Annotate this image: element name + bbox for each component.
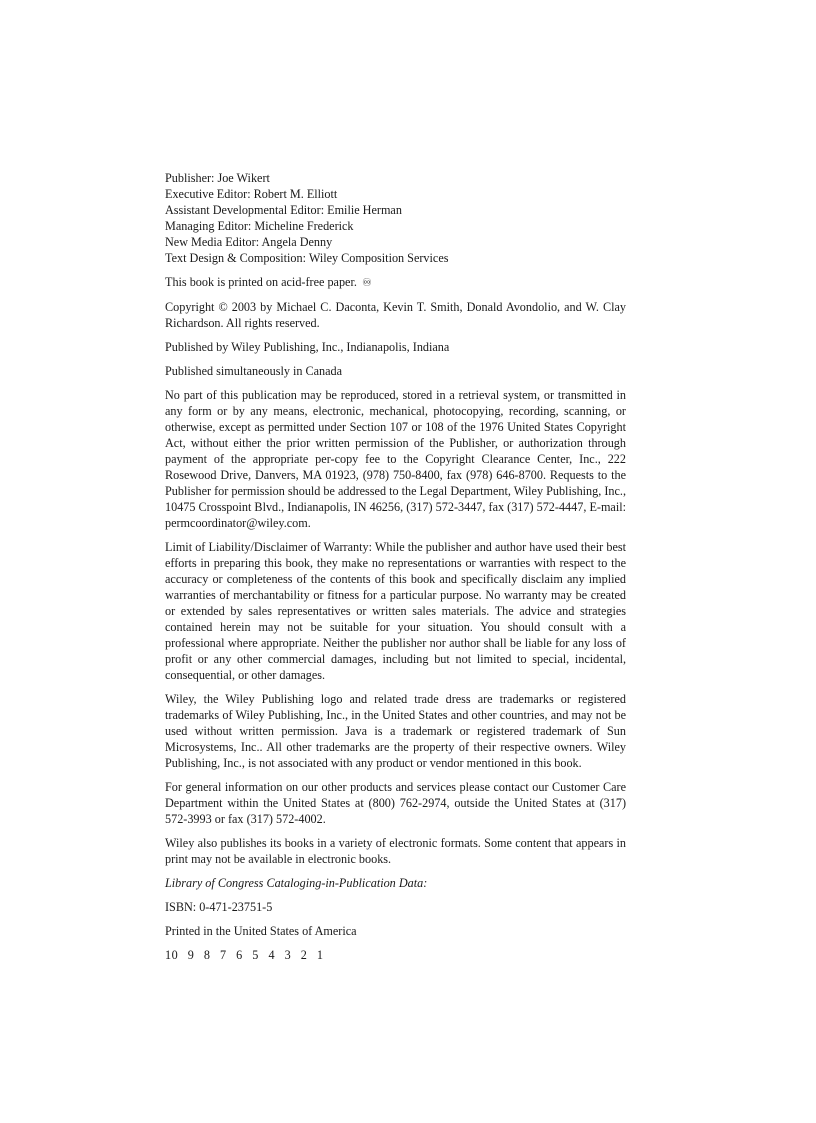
acid-free-paper-icon: ♾ (361, 277, 372, 289)
print-line: 10 9 8 7 6 5 4 3 2 1 (165, 948, 324, 962)
acid-free-notice (165, 274, 626, 291)
trademarks-notice: Wiley, the Wiley Publishing logo and related trade dress are trademarks or registered trademarks of Wiley Publishing, Inc., in the United States and other countries, and may not be used without written permission. Java is a trademark or registered trademark of Sun Microsystems, Inc.. All other trademarks are the property of their respective owners. Wiley Publishing, Inc., is not associated with any product or vendor mentioned in this book. (165, 692, 626, 770)
copyright-notice: Copyright © 2003 by Michael C. Daconta, Kevin T. Smith, Donald Avondolio, and W. Clay Richardson. All rights reserved. (165, 300, 626, 330)
isbn: ISBN: 0-471-23751-5 (165, 900, 273, 914)
cip-heading: Library of Congress Cataloging-in-Publication Data: (165, 876, 428, 890)
credit-assistant-developmental-editor: Assistant Developmental Editor: Emilie Herman (165, 203, 402, 217)
credit-publisher: Publisher: Joe Wikert (165, 171, 270, 185)
copyright-page (165, 170, 626, 971)
acid-free-text: This book is printed on acid-free paper. (165, 275, 357, 289)
credits-block (165, 170, 626, 266)
credit-managing-editor: Managing Editor: Micheline Frederick (165, 219, 354, 233)
credit-new-media-editor: New Media Editor: Angela Denny (165, 235, 333, 249)
general-info: For general information on our other products and services please contact our Customer Care Department within the United States at (800) 762-2974, outside the United States at (317) 572-3993 or fax (317) 572-4002. (165, 780, 626, 826)
reproduction-notice: No part of this publication may be reproduced, stored in a retrieval system, or transmitted in any form or by any means, electronic, mechanical, photocopying, recording, scanning, or otherwise, except as permitted under Section 107 or 108 of the 1976 United States Copyright Act, without either the prior written permission of the Publisher, or authorization through payment of the appropriate per-copy fee to the Copyright Clearance Center, Inc., 222 Rosewood Drive, Danvers, MA 01923, (978) 750-8400, fax (978) 646-8700. Requests to the Publisher for permission should be addressed to the Legal Department, Wiley Publishing, Inc., 10475 Crosspoint Blvd., Indianapolis, IN 46256, (317) 572-3447, fax (317) 572-4447, E-mail: permcoordinator@wiley.com. (165, 388, 626, 530)
electronic-formats-notice: Wiley also publishes its books in a variety of electronic formats. Some content that appears in print may not be available in electronic books. (165, 836, 626, 866)
liability-disclaimer: Limit of Liability/Disclaimer of Warranty: While the publisher and author have used their best efforts in preparing this book, they make no representations or warranties with respect to the accuracy or completeness of the contents of this book and specifically disclaim any implied warranties of merchantability or fitness for a particular purpose. No warranty may be created or extended by sales representatives or written sales materials. The advice and strategies contained herein may not be suitable for your situation. You should consult with a professional where appropriate. Neither the publisher nor author shall be liable for any loss of profit or any other commercial damages, including but not limited to special, incidental, consequential, or other damages. (165, 540, 626, 682)
printed-in: Printed in the United States of America (165, 924, 357, 938)
published-canada: Published simultaneously in Canada (165, 364, 343, 378)
credit-executive-editor: Executive Editor: Robert M. Elliott (165, 187, 338, 201)
published-by: Published by Wiley Publishing, Inc., Indianapolis, Indiana (165, 340, 450, 354)
credit-text-design: Text Design & Composition: Wiley Composition Services (165, 251, 449, 265)
